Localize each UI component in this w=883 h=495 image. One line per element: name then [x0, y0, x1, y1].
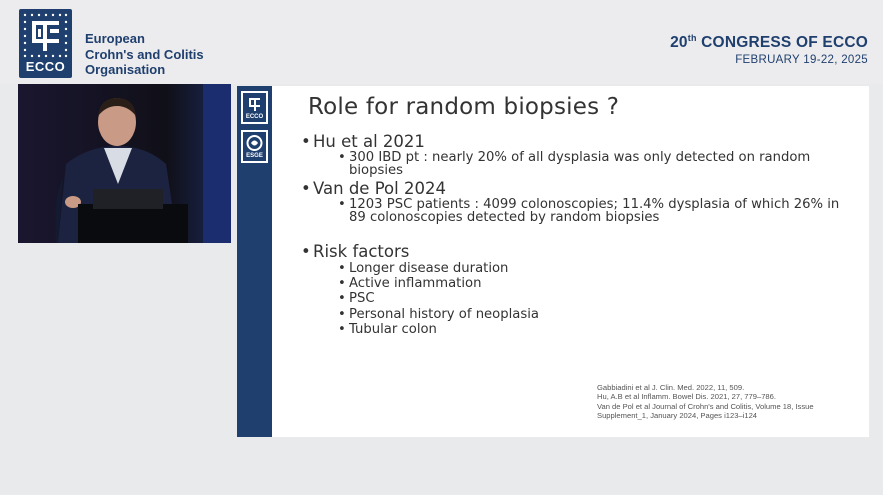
reference-line: Van de Pol et al Journal of Crohn's and Colitis, Volume 18, Issue Supplement_1, January 2024, Pages i123–i124: [597, 401, 814, 420]
sub-bullet: • 300 IBD pt : nearly 20% of all dysplasia was only detected on random biopsies: [349, 152, 849, 177]
strip-ecco-logo: [241, 91, 268, 124]
sub-bullet: • 1203 PSC patients : 4099 colonoscopies; 11.4% dysplasia of which 26% in 89 colonoscopies detected by random biopsies: [349, 199, 849, 224]
strip-ecco-label: ECCO: [245, 114, 264, 120]
slide-side-strip: [237, 86, 272, 437]
congress-info: [670, 33, 868, 66]
strip-esge-logo: [241, 130, 268, 163]
strip-esge-label: ESGE: [246, 153, 263, 159]
presentation-slide: [237, 86, 869, 437]
bullet-risk-factors: • Risk factors: [313, 242, 409, 261]
organisation-name: [85, 31, 204, 78]
congress-header: [0, 0, 883, 84]
risk-factor-item: • Personal history of neoplasia: [349, 309, 849, 322]
risk-factor-item: • PSC: [349, 293, 849, 306]
bullet-hu-2021: • Hu et al 2021: [313, 132, 425, 151]
speaker-video: [18, 84, 231, 243]
mini-logo-mark-icon: [243, 93, 266, 115]
esge-emblem-icon: [243, 132, 266, 154]
reference-line: Gabbiadini et al J. Clin. Med. 2022, 11, 509.: [597, 383, 745, 392]
ecco-logo-text: ECCO: [25, 59, 66, 74]
risk-factor-item: • Longer disease duration: [349, 263, 849, 276]
org-name-line: Organisation: [85, 62, 166, 77]
bullet-van-de-pol-2024: • Van de Pol 2024: [313, 179, 446, 198]
org-name-line: Crohn's and Colitis: [85, 46, 204, 62]
logo-mark-icon: [32, 21, 59, 51]
slide-title: Role for random biopsies ?: [308, 94, 620, 120]
reference-line: Hu, A.B et al Inflamm. Bowel Dis. 2021, 27, 779–786.: [597, 392, 776, 402]
risk-factor-item: • Active inflammation: [349, 278, 849, 291]
risk-factor-item: • Tubular colon: [349, 324, 849, 337]
congress-title: [670, 33, 868, 52]
congress-name: CONGRESS OF ECCO: [696, 34, 868, 51]
congress-ordinal: th: [687, 33, 697, 43]
org-name-line: European: [85, 31, 145, 46]
congress-number: 20: [670, 34, 688, 51]
strip-logo-inner: [243, 93, 266, 122]
speaker-silhouette-icon: [18, 84, 231, 243]
ecco-logo: [19, 9, 72, 78]
congress-date: FEBRUARY 19-22, 2025: [735, 54, 868, 66]
references: [597, 383, 832, 420]
strip-logo-inner: [243, 132, 266, 161]
